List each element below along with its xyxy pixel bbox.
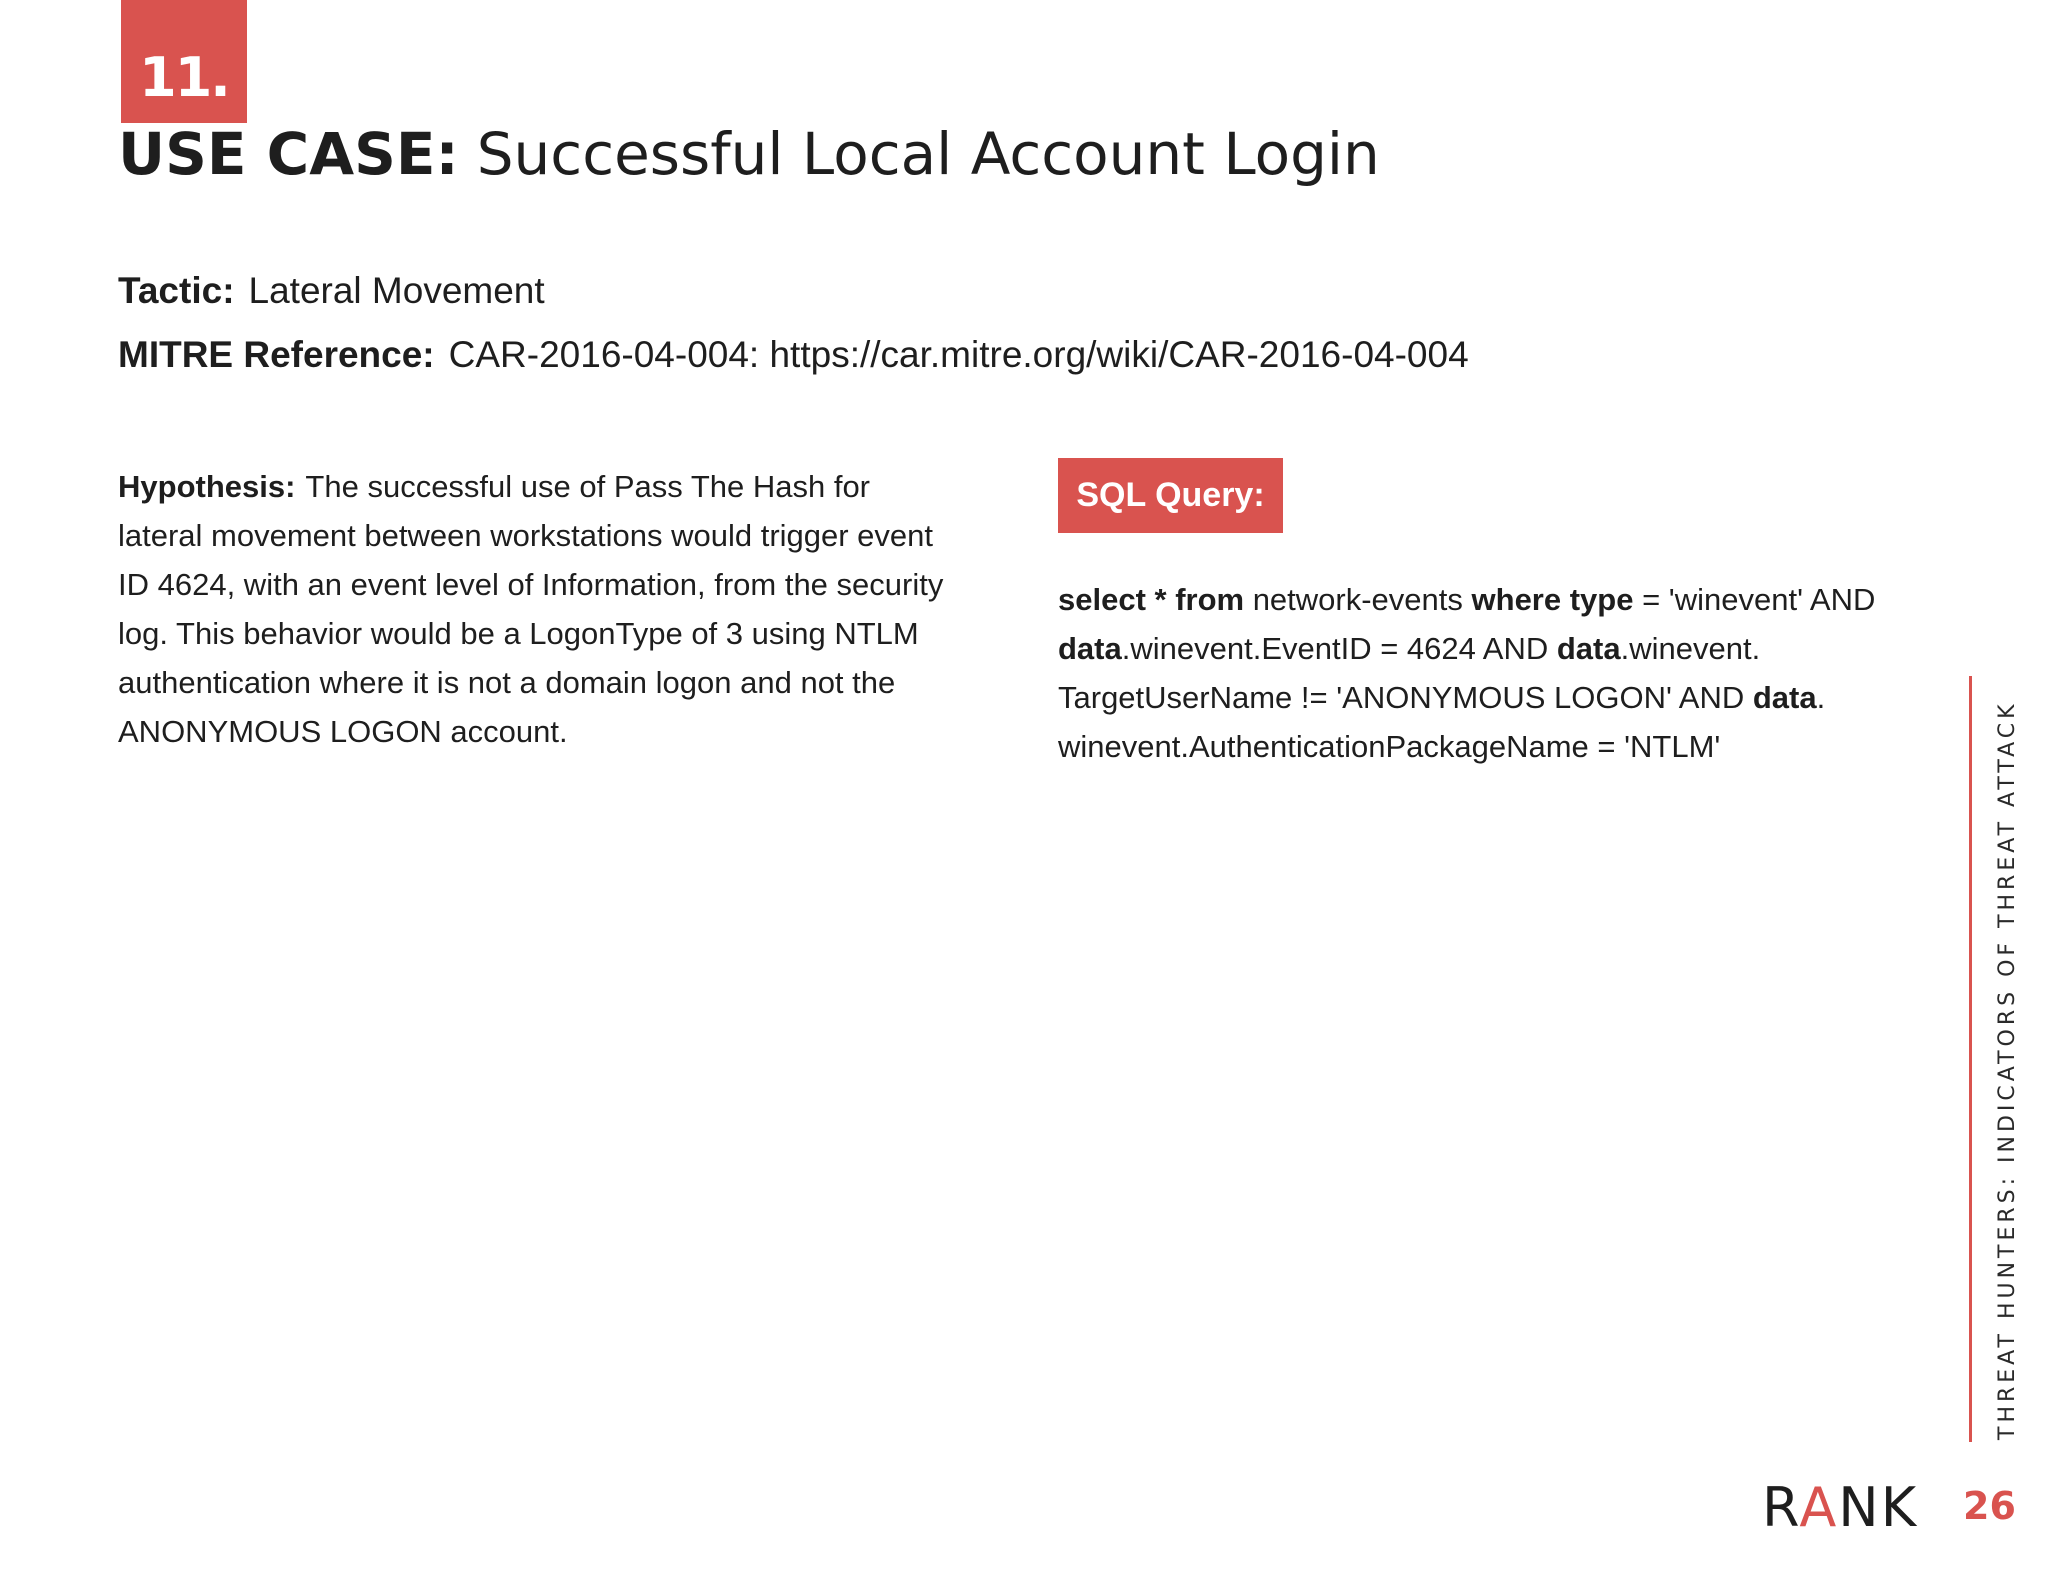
logo-letter-a: A (1799, 1476, 1839, 1539)
sql-text: .winevent.EventID = 4624 AND (1121, 631, 1557, 666)
mitre-label: MITRE Reference: (118, 334, 435, 375)
sidebar-label: THREAT HUNTERS: INDICATORS OF THREAT ATTACK (1995, 700, 2020, 1440)
hypothesis-label: Hypothesis: (118, 469, 296, 504)
hypothesis-paragraph (118, 462, 958, 756)
sql-keyword: data (1556, 631, 1621, 666)
rank-logo (1762, 1476, 1918, 1539)
title-text: Successful Local Account Login (476, 120, 1380, 188)
page-number: 26 (1963, 1484, 2016, 1528)
sql-keyword: data (1752, 680, 1817, 715)
sql-query-text (1058, 575, 1888, 771)
hypothesis-text: The successful use of Pass The Hash for lateral movement between workstations would trigger event ID 4624, with an event level of Information, from the security log. This behavior would be a LogonType of 3 using NTLM authentication where it is not a domain logon and not the ANONYMOUS LOGON account. (118, 469, 944, 749)
sql-text: .​winevent.AuthenticationPackageName = 'NTLM' (1058, 680, 1826, 764)
sidebar-divider (1969, 676, 1972, 1442)
tactic-line (118, 270, 545, 312)
mitre-value: CAR-2016-04-004: https://car.mitre.org/wiki/CAR-2016-04-004 (448, 334, 1469, 375)
tactic-label: Tactic: (118, 270, 235, 311)
sql-keyword: data (1058, 631, 1122, 666)
tactic-value: Lateral Movement (248, 270, 545, 311)
sql-keyword: where type (1471, 582, 1634, 617)
logo-letter-r: R (1762, 1476, 1800, 1539)
use-case-number: 11. (121, 0, 247, 123)
sql-text: = 'winevent' AND (1633, 582, 1876, 617)
sql-text: .winevent.​TargetUserName != 'ANONYMOUS LOGON' AND (1058, 631, 1761, 715)
sql-keyword: select * from (1058, 582, 1245, 617)
logo-letters-nk: NK (1838, 1476, 1919, 1539)
title-prefix: USE CASE: (118, 120, 459, 188)
sql-query-badge: SQL Query: (1058, 458, 1283, 533)
sql-text: network-events (1244, 582, 1472, 617)
mitre-reference-line (118, 334, 1469, 376)
page-title (118, 120, 1380, 188)
